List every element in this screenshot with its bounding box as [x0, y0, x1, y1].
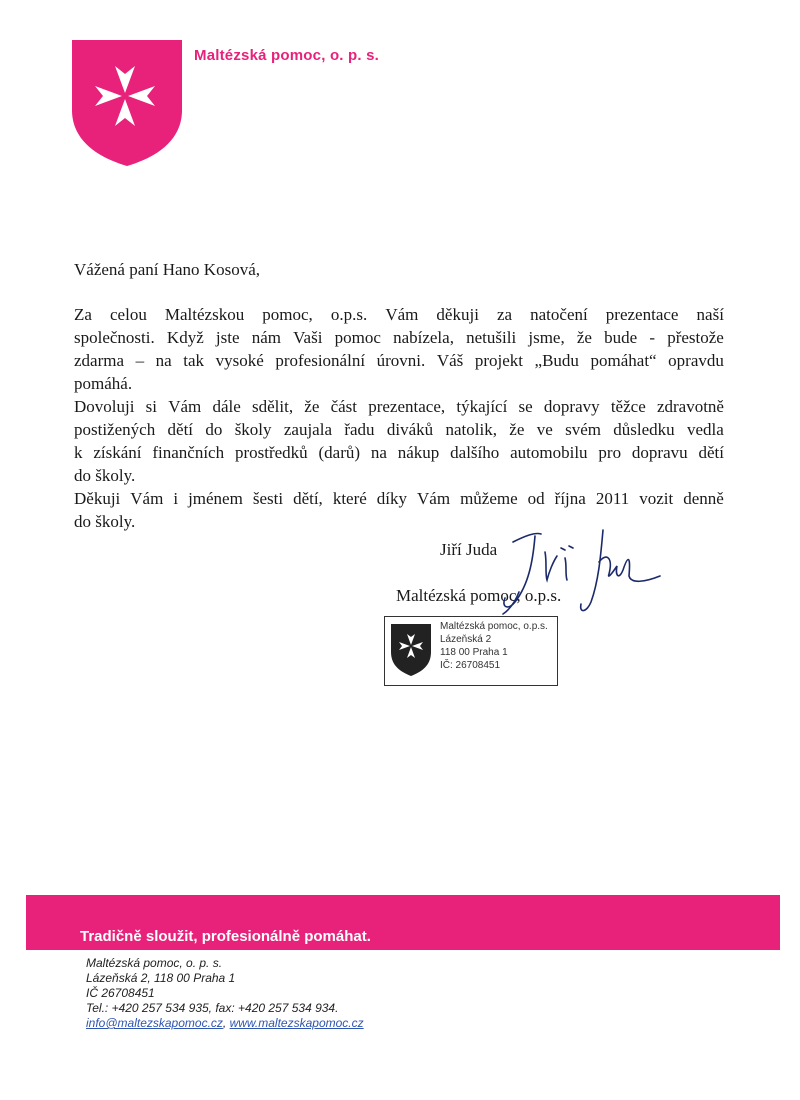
word: prezentace	[605, 305, 679, 324]
word: denně	[683, 489, 724, 508]
stamp-line: 118 00 Praha 1	[440, 647, 508, 658]
word: které	[332, 489, 367, 508]
word: postižených	[74, 420, 156, 439]
word: pomoc,	[262, 305, 313, 324]
word: děkuji	[436, 305, 479, 324]
signer-name: Jiří Juda	[440, 540, 498, 559]
word: o.p.s.	[330, 305, 368, 324]
word: dopravy	[543, 397, 600, 416]
word: prezentace,	[368, 397, 446, 416]
word: týkající	[456, 397, 508, 416]
word: svém	[565, 420, 601, 439]
word: bude	[604, 328, 638, 347]
letter-line	[74, 487, 724, 510]
word: že	[509, 420, 525, 439]
word: společnosti.	[74, 328, 155, 347]
word: října	[554, 489, 586, 508]
word: diváků	[386, 420, 434, 439]
word: Dovoluji	[74, 397, 135, 416]
word: ve	[536, 420, 553, 439]
word: projekt	[474, 351, 523, 370]
word: pomoc	[334, 328, 381, 347]
word: celou	[110, 305, 147, 324]
word: dětí	[698, 443, 724, 462]
org-name: Maltézská pomoc, o. p. s.	[194, 47, 380, 64]
footer-address-line: Lázeňská 2, 118 00 Praha 1	[86, 971, 236, 985]
salutation: Vážená paní Hano Kosová,	[74, 260, 260, 279]
footer-address	[86, 956, 364, 1031]
handwritten-signature	[495, 522, 665, 622]
word: šesti	[252, 489, 284, 508]
maltese-cross-shield-icon	[70, 38, 184, 168]
word: pro	[598, 443, 622, 462]
word: že	[304, 397, 320, 416]
word: úrovni.	[376, 351, 426, 370]
word: zdarma	[74, 351, 125, 370]
word: na	[370, 443, 387, 462]
email-link[interactable]: info@maltezskapomoc.cz	[86, 1016, 223, 1030]
stamp-line: Maltézská pomoc, o.p.s.	[440, 621, 548, 632]
word: jménem	[188, 489, 243, 508]
word: jste	[215, 328, 240, 347]
word: zaujala	[283, 420, 332, 439]
word: dalšího	[450, 443, 500, 462]
word: Vám	[417, 489, 451, 508]
letter-line	[74, 441, 724, 464]
word: natolik,	[445, 420, 497, 439]
footer-address-line: Tel.: +420 257 534 935, fax: +420 257 534 934.	[86, 1001, 339, 1015]
word: jsme,	[528, 328, 565, 347]
letter-line: do školy.	[74, 512, 136, 531]
word: Vám	[385, 305, 419, 324]
word: získání	[93, 443, 142, 462]
word: na	[155, 351, 172, 370]
signer-org: Maltézská pomoc, o.p.s.	[396, 586, 562, 605]
word: finančních	[152, 443, 225, 462]
word: že	[576, 328, 592, 347]
letter-line	[74, 395, 724, 418]
word: Maltézskou	[164, 305, 245, 324]
word: Vaši	[293, 328, 323, 347]
website-link[interactable]: www.maltezskapomoc.cz	[229, 1016, 364, 1030]
word: k	[74, 443, 83, 462]
word: díky	[376, 489, 408, 508]
word: automobilu	[510, 443, 588, 462]
letter-line	[74, 303, 724, 326]
word: opravdu	[668, 351, 724, 370]
word: tak	[183, 351, 205, 370]
word: Za	[74, 305, 92, 324]
footer-slogan: Tradičně sloužit, profesionálně pomáhat.	[80, 928, 371, 945]
word: dopravu	[631, 443, 688, 462]
word: nám	[251, 328, 281, 347]
word: do	[205, 420, 223, 439]
word: Váš	[436, 351, 464, 370]
word: vysoké	[215, 351, 264, 370]
footer-contact-links	[86, 1016, 364, 1031]
word: důsledku	[613, 420, 675, 439]
letter-line	[74, 418, 724, 441]
word: za	[496, 305, 513, 324]
word: profesionální	[275, 351, 366, 370]
word: si	[145, 397, 157, 416]
word: –	[135, 351, 145, 370]
word: dětí	[167, 420, 194, 439]
word: 2011	[595, 489, 630, 508]
stamp-line: IČ: 26708451	[440, 660, 501, 671]
letter-line	[74, 349, 724, 372]
word: řadu	[344, 420, 375, 439]
word: od	[527, 489, 545, 508]
word: nákup	[397, 443, 440, 462]
stamp-line: Lázeňská 2	[440, 634, 492, 645]
footer-address-line: IČ 26708451	[86, 986, 155, 1000]
letter-line: do školy.	[74, 466, 136, 485]
letter-line: pomáhá.	[74, 374, 133, 393]
word: nabízela,	[393, 328, 454, 347]
word: pomáhat“	[590, 351, 657, 370]
word: natočení	[530, 305, 588, 324]
word: naší	[696, 305, 724, 324]
word: vozit	[639, 489, 674, 508]
word: -	[649, 328, 656, 347]
word: můžeme	[460, 489, 518, 508]
word: Vám	[130, 489, 164, 508]
word: zdravotně	[656, 397, 724, 416]
word: dětí,	[293, 489, 323, 508]
word: Vám	[168, 397, 202, 416]
word: (darů)	[318, 443, 361, 462]
word: školy	[234, 420, 272, 439]
word: i	[173, 489, 179, 508]
word: těžce	[610, 397, 646, 416]
word: vedla	[687, 420, 724, 439]
word: se	[518, 397, 533, 416]
word: „Budu	[534, 351, 579, 370]
word: Děkuji	[74, 489, 121, 508]
word: sdělit,	[251, 397, 294, 416]
letter-line	[74, 326, 724, 349]
link-separator: ,	[222, 1016, 227, 1030]
word: netušili	[466, 328, 517, 347]
word: Když	[166, 328, 204, 347]
word: prostředků	[234, 443, 308, 462]
letter-body	[74, 258, 724, 533]
footer-address-line: Maltézská pomoc, o. p. s.	[86, 956, 223, 970]
word: část	[330, 397, 358, 416]
word: dále	[212, 397, 241, 416]
organization-stamp	[384, 616, 558, 686]
word: přestože	[667, 328, 724, 347]
stamp-cross-icon	[389, 622, 433, 678]
